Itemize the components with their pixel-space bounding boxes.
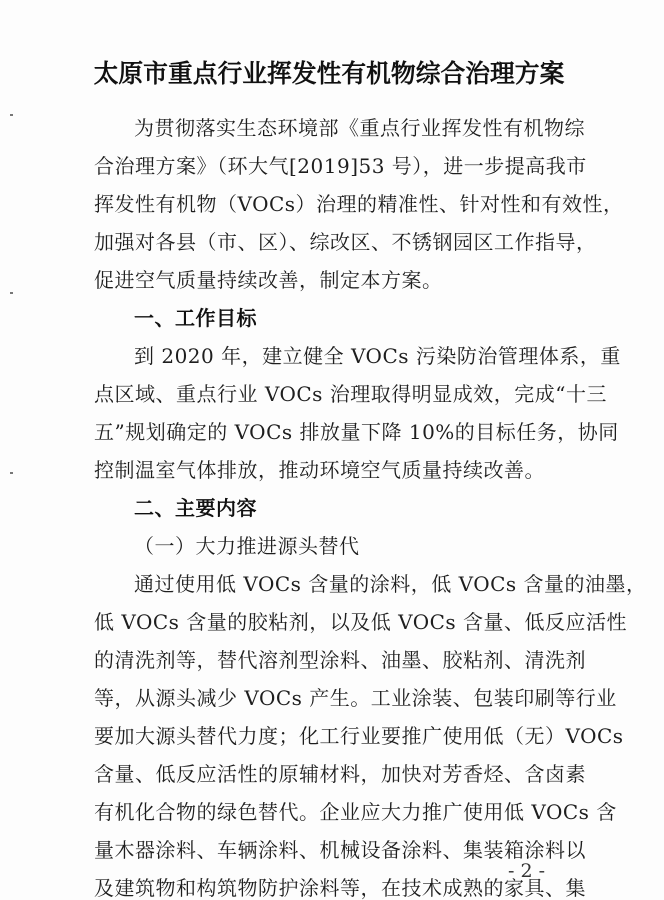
paragraph-line: 为贯彻落实生态环境部《重点行业挥发性有机物综 — [134, 116, 585, 140]
document-title: 太原市重点行业挥发性有机物综合治理方案 — [93, 59, 565, 88]
scan-mark — [10, 292, 13, 294]
scan-mark — [10, 472, 13, 474]
paragraph-line: 等，从源头减少 VOCs 产生。工业涂装、包装印刷等行业 — [94, 686, 617, 710]
paragraph-line: 挥发性有机物（VOCs）治理的精准性、针对性和有效性， — [94, 192, 624, 216]
paragraph-line: 的清洗剂等，替代溶剂型涂料、油墨、胶粘剂、清洗剂 — [94, 648, 586, 672]
page-number: - 2 - — [508, 860, 546, 882]
paragraph-line: 促进空气质量持续改善，制定本方案。 — [94, 268, 443, 292]
paragraph-line: 合治理方案》（环大气[2019]53 号），进一步提高我市 — [94, 154, 587, 178]
paragraph-line: 控制温室气体排放，推动环境空气质量持续改善。 — [94, 458, 545, 482]
paragraph-line: 点区域、重点行业 VOCs 治理取得明显成效，完成“十三 — [94, 382, 607, 406]
paragraph-line: 量木器涂料、车辆涂料、机械设备涂料、集装箱涂料以 — [94, 838, 586, 862]
paragraph-line: 加强对各县（市、区）、综改区、不锈钢园区工作指导， — [94, 230, 597, 254]
paragraph-line: 及建筑物和构筑物防护涂料等，在技术成熟的家具、集 — [94, 876, 586, 900]
paragraph-line: 五”规划确定的 VOCs 排放量下降 10%的目标任务，协同 — [94, 420, 619, 444]
paragraph-line: 要加大源头替代力度；化工行业要推广使用低（无）VOCs — [94, 724, 624, 748]
paragraph-line: 有机化合物的绿色替代。企业应大力推广使用低 VOCs 含 — [94, 800, 617, 824]
paragraph-line: 通过使用低 VOCs 含量的涂料，低 VOCs 含量的油墨， — [134, 572, 647, 596]
scan-mark — [10, 114, 13, 116]
section-heading: 二、主要内容 — [134, 496, 257, 520]
subsection-heading: （一）大力推进源头替代 — [134, 534, 360, 558]
paragraph-line: 低 VOCs 含量的胶粘剂，以及低 VOCs 含量、低反应活性 — [94, 610, 628, 634]
paragraph-line: 含量、低反应活性的原辅材料，加快对芳香烃、含卤素 — [94, 762, 586, 786]
section-heading: 一、工作目标 — [134, 306, 257, 330]
paragraph-line: 到 2020 年，建立健全 VOCs 污染防治管理体系，重 — [134, 344, 621, 368]
